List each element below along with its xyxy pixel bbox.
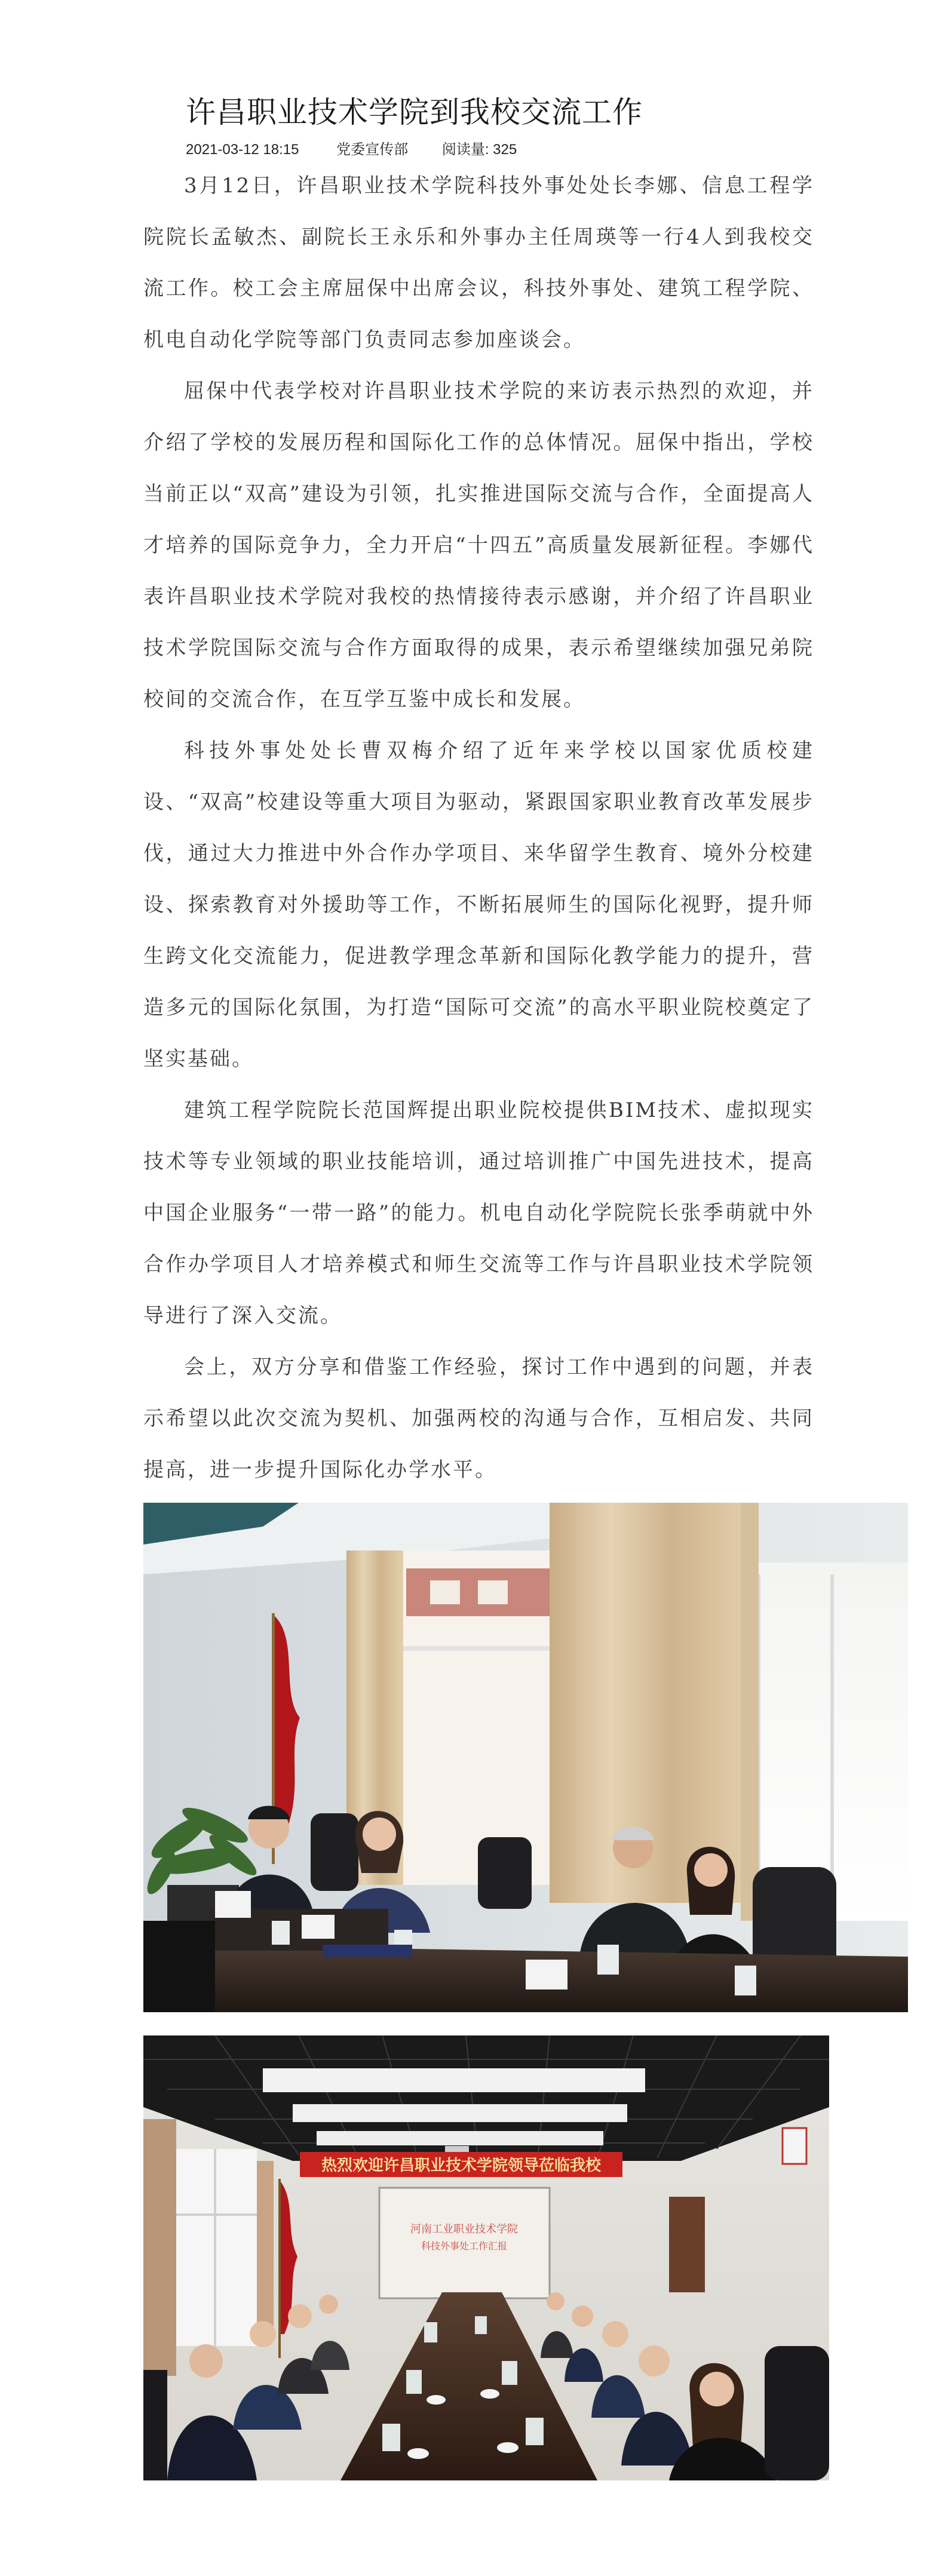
author-department: 党委宣传部 [336,142,409,158]
paragraph: 科技外事处处长曹双梅介绍了近年来学校以国家优质校建设、“双高”校建设等重大项目为驱动，紧跟国家职业教育改革发展步伐，通过大力推进中外合作办学项目、来华留学生教育、境外分校建设、探索教育对外援助等工作，不断拓展师生的国际化视野，提升师生跨文化交流能力，促进教学理念革新和国际化教学能力的提升，营造多元的国际化氛围，为打造“国际可交流”的高水平职业院校奠定了坚实基础。 [143,739,814,1071]
meeting-photo-2-image [143,2035,829,2480]
publish-date: 2021-03-12 18:15 [186,142,299,158]
paragraph: 建筑工程学院院长范国辉提出职业院校提供BIM技术、虚拟现实技术等专业领域的职业技能培训，通过培训推广中国先进技术，提高中国企业服务“一带一路”的能力。机电自动化学院院长张季萌就中外合作办学项目人才培养模式和师生交流等工作与许昌职业技术学院领导进行了深入交流。 [143,1098,814,1328]
meeting-photo-1 [143,1503,908,2012]
paragraph: 会上，双方分享和借鉴工作经验，探讨工作中遇到的问题，并表示希望以此次交流为契机、加强两校的沟通与合作，互相启发、共同提高，进一步提升国际化办学水平。 [143,1355,814,1482]
screen-subtitle: 科技外事处工作汇报 [421,2240,508,2252]
screen-title: 河南工业职业技术学院 [410,2223,518,2236]
meeting-photo-2 [143,2035,829,2480]
article-title: 许昌职业技术学院到我校交流工作 [186,95,643,130]
article-body [143,160,814,1496]
article-meta [186,137,517,158]
welcome-banner: 热烈欢迎许昌职业技术学院领导莅临我校 [321,2157,602,2175]
meeting-photo-1-image [143,1503,908,2012]
view-count: 阅读量: 325 [441,142,517,158]
paragraph: 3月12日，许昌职业技术学院科技外事处处长李娜、信息工程学院院长孟敏杰、副院长王永乐和外事办主任周瑛等一行4人到我校交流工作。校工会主席屈保中出席会议，科技外事处、建筑工程学院、机电自动化学院等部门负责同志参加座谈会。 [143,174,814,352]
paragraph: 屈保中代表学校对许昌职业技术学院的来访表示热烈的欢迎，并介绍了学校的发展历程和国际化工作的总体情况。屈保中指出，学校当前正以“双高”建设为引领，扎实推进国际交流与合作，全面提高人才培养的国际竞争力，全力开启“十四五”高质量发展新征程。李娜代表许昌职业技术学院对我校的热情接待表示感谢，并介绍了许昌职业技术学院国际交流与合作方面取得的成果，表示希望继续加强兄弟院校间的交流合作，在互学互鉴中成长和发展。 [143,379,814,711]
